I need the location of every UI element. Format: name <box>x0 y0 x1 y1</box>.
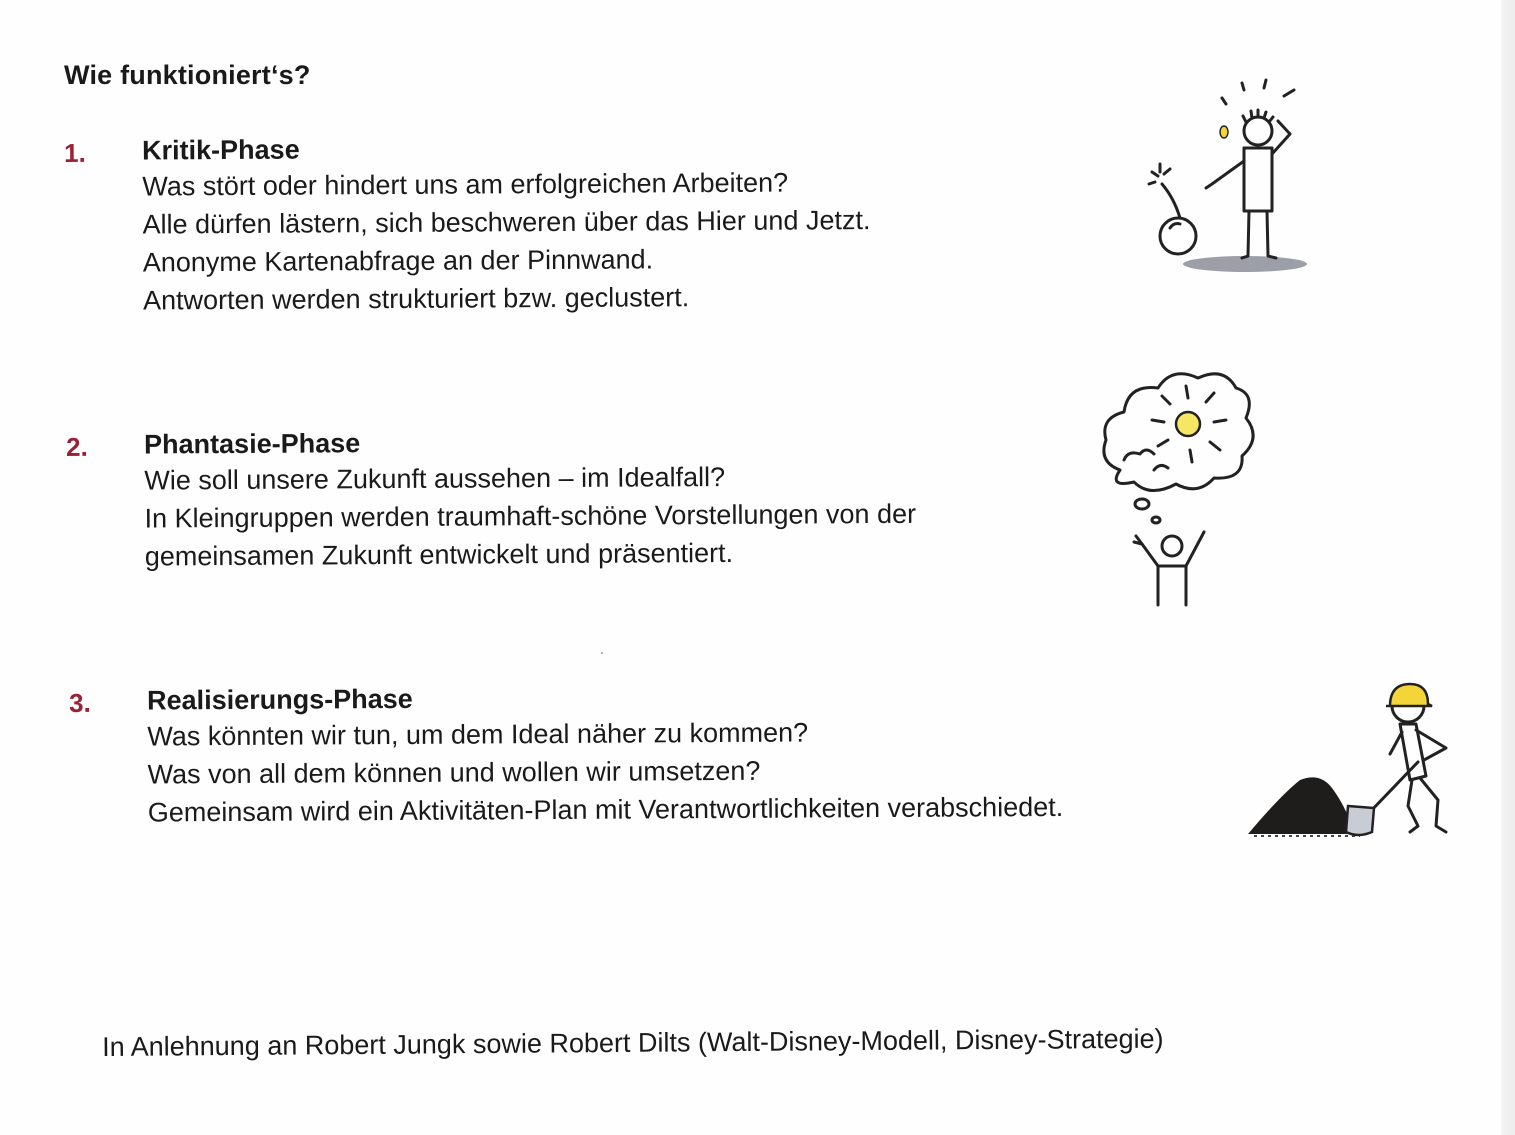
phase-heading: Realisierungs-Phase <box>147 683 413 716</box>
phase-heading: Kritik-Phase <box>142 134 300 166</box>
phase-line: Alle dürfen lästern, sich beschweren über das Hier und Jetzt. <box>142 205 871 240</box>
phase-line: gemeinsamen Zukunft entwickelt und präsentiert. <box>144 537 734 572</box>
dreaming-person-cloud-icon <box>1090 370 1255 610</box>
scan-edge <box>1501 0 1515 1135</box>
phase-body <box>144 423 916 576</box>
page-title: Wie funktioniert‘s? <box>64 60 311 90</box>
phase-body <box>147 678 1063 832</box>
phase-line: Antworten werden strukturiert bzw. geclustert. <box>142 282 690 316</box>
phase-line: Was stört oder hindert uns am erfolgreichen Arbeiten? <box>142 167 789 202</box>
phase-heading: Phantasie-Phase <box>144 428 361 460</box>
phase-number: 1. <box>64 137 86 168</box>
source-note: In Anlehnung an Robert Jungk sowie Robert Dilts (Walt-Disney-Modell, Disney-Strategie) <box>102 1023 1164 1062</box>
frustrated-person-bomb-icon <box>1140 76 1310 276</box>
phase-line: Anonyme Kartenabfrage an der Pinnwand. <box>142 244 654 278</box>
worker-shovel-dirt-icon <box>1240 676 1460 846</box>
phase-body <box>142 129 871 319</box>
phase-line: Gemeinsam wird ein Aktivitäten-Plan mit Verantwortlichkeiten verabschiedet. <box>147 791 1064 828</box>
phase-number: 2. <box>66 431 88 462</box>
phase-line: In Kleingruppen werden traumhaft-schöne Vorstellungen von der <box>144 498 917 534</box>
phase-line: Was könnten wir tun, um dem Ideal näher zu kommen? <box>147 717 809 752</box>
scan-speck <box>601 652 603 654</box>
phase-line: Was von all dem können und wollen wir umsetzen? <box>147 755 761 790</box>
phase-line: Wie soll unsere Zukunft aussehen – im Idealfall? <box>144 461 726 496</box>
phase-number: 3. <box>69 687 91 718</box>
